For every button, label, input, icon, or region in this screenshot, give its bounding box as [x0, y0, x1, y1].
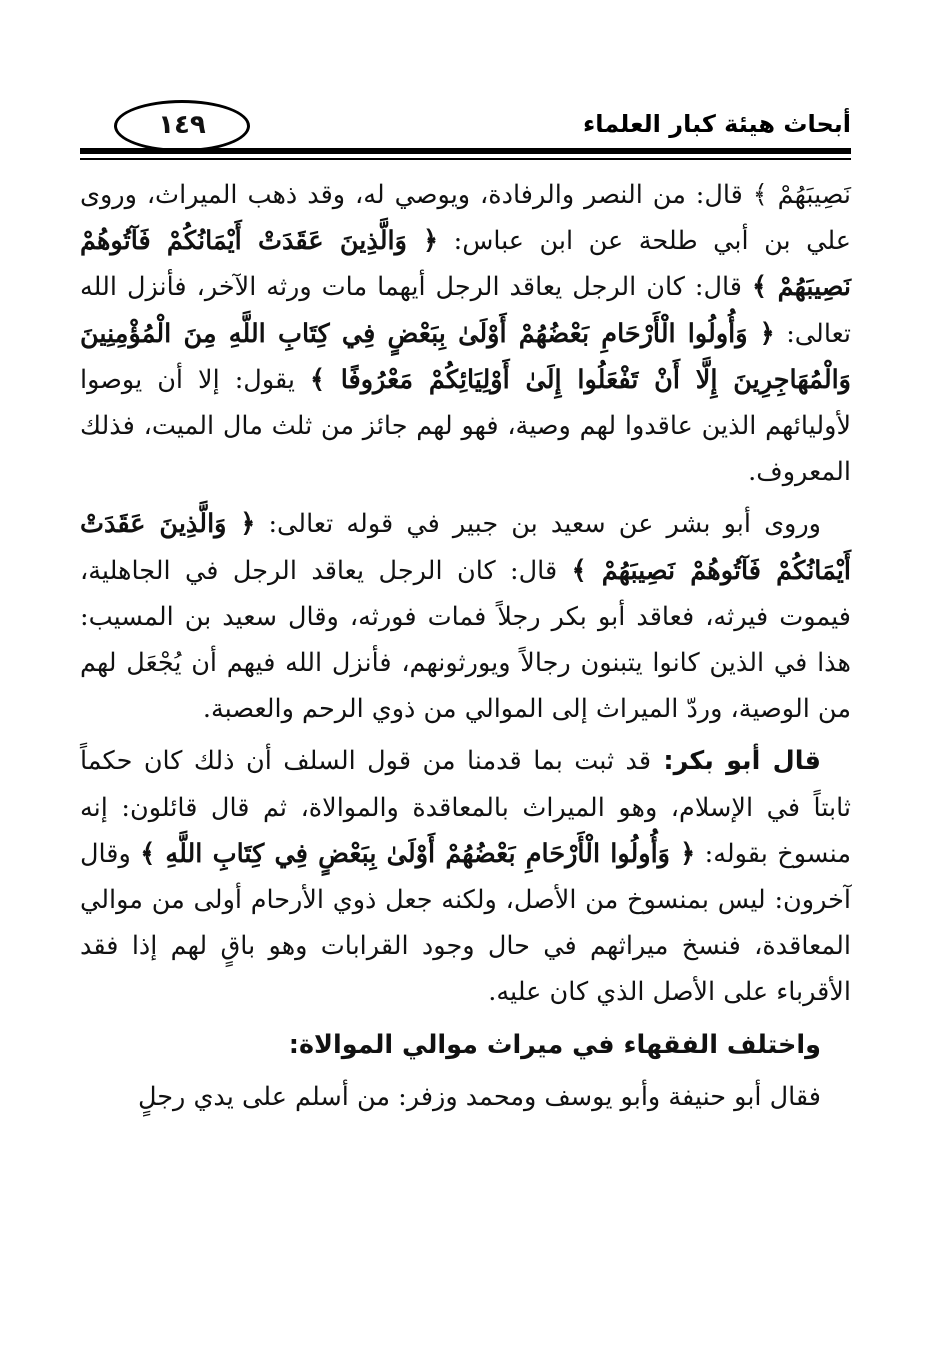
quran-quote: ﴿ وَأُولُوا الْأَرْحَامِ بَعْضُهُمْ أَوْلَىٰ بِبَعْضٍ فِي كِتَابِ اللَّهِ ﴾	[140, 838, 696, 869]
quran-quote: ﴿ وَالَّذِينَ عَقَدَتْ أَيْمَانُكُمْ فَآتُوهُمْ نَصِيبَهُمْ ﴾	[80, 509, 851, 586]
text-run: قال: كان الرجل يعاقد الرجل أيهما مات ورثه الآخر، فأنزل الله تعالى:	[80, 272, 851, 349]
page-number-badge: ١٤٩	[114, 100, 250, 152]
running-title: أبحاث هيئة كبار العلماء	[582, 110, 851, 138]
quran-quote: ﴿ وَأُولُوا الْأَرْحَامِ بَعْضُهُمْ أَوْلَىٰ بِبَعْضٍ فِي كِتَابِ اللَّهِ مِنَ الْمُؤْمِنِينَ وَالْمُهَاجِرِينَ إِلَّا أَنْ تَفْعَلُوا إِلَىٰ أَوْلِيَائِكُمْ مَعْرُوفًا ﴾	[80, 318, 851, 395]
header-rule-thin	[80, 158, 851, 160]
paragraph-4: فقال أبو حنيفة وأبو يوسف ومحمد وزفر: من أسلم على يدي رجلٍ	[137, 1081, 821, 1112]
text-run: يقول: إلا أن يوصوا لأوليائهم الذين عاقدوا لهم وصية، فهو لهم جائز من ثلث مال الميت، فذلك المعروف.	[80, 364, 851, 488]
paragraph-2	[80, 501, 851, 732]
body-text	[80, 172, 851, 1126]
paragraph-3	[80, 738, 851, 1015]
header-rule-thick	[80, 148, 851, 154]
text-run: قال: كان الرجل يعاقد الرجل في الجاهلية، فيموت فيرثه، فعاقد أبو بكر رجلاً فمات فورثه، وقال سعيد بن المسيب: هذا في الذين كانوا يتبنون رجالاً ويورثونهم، فأنزل الله فيهم أن يُجْعَل لهم من الوصية، وردّ الميراث إلى الموالي من ذوي الرحم والعصبة.	[80, 555, 851, 725]
text-run: قد ثبت بما قدمنا من قول السلف أن ذلك كان حكماً ثابتاً في الإسلام، وهو الميراث بالمعاقدة والموالاة، ثم قال قائلون: إنه منسوخ بقوله:	[80, 746, 851, 869]
paragraph-1	[80, 172, 851, 495]
text-run: نَصِيبَهُمْ ﴾ قال: من النصر والرفادة، ويوصي له، وقد ذهب الميراث، وروى علي بن أبي طلحة عن ابن عباس:	[80, 180, 851, 257]
lead-in: قال أبو بكر:	[651, 746, 821, 777]
text-run: وقال آخرون: ليس بمنسوخ من الأصل، ولكنه جعل ذوي الأرحام أولى من موالي المعاقدة، فنسخ ميراثهم في حال وجود القرابات وهو باقٍ لهم إذا فقد الأقرباء على الأصل الذي كان عليه.	[80, 838, 851, 1008]
quran-quote: ﴿ وَالَّذِينَ عَقَدَتْ أَيْمَانُكُمْ فَآتُوهُمْ نَصِيبَهُمْ ﴾	[80, 226, 851, 303]
text-run: وروى أبو بشر عن سعيد بن جبير في قوله تعالى:	[255, 509, 821, 540]
section-subheading: واختلف الفقهاء في ميراث موالي الموالاة:	[288, 1029, 821, 1060]
